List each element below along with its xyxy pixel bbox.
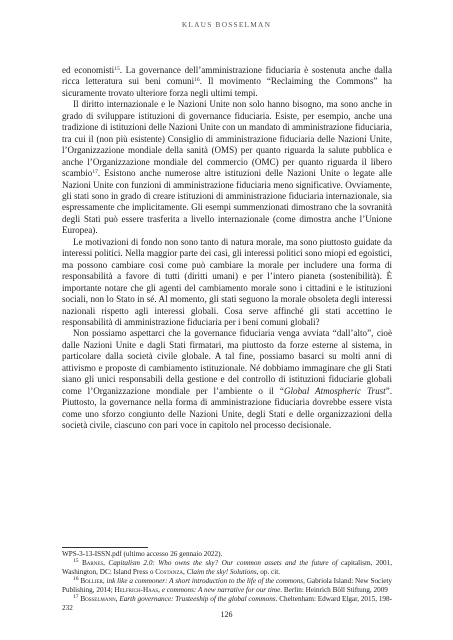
footnote-16-author-1: Bollier bbox=[80, 577, 103, 585]
footnote-16-title-1: ink like a commoner: A short introduction to the life of the commons bbox=[106, 577, 304, 585]
footnote-17-title-1: Earth governance: Trusteeship of the global commons bbox=[119, 595, 276, 603]
page-number: 126 bbox=[220, 610, 233, 619]
footnote-15-author-1: Barnes bbox=[81, 559, 104, 567]
footnote-17-text-1: , bbox=[115, 595, 120, 603]
running-head: KLAUS BOSSELMAN bbox=[181, 20, 272, 29]
paragraph-2-text-a: Il diritto internazionale e le Nazioni Unite non solo hanno bisogno, ma sono anche in grado di sviluppare istituzioni di governance fiduciaria. Esiste, per esempio, anche una tradizione di istituzioni delle Nazioni Unite con un mandato di amministrazione fiduciaria, tra cui il (non più esistente) Consiglio di amministrazione fiduciaria delle Nazioni Unite, l’Organizzazione mondiale della sanità (OMS) per quanto riguarda la salute pubblica e anche l’Organizzazione mondiale del commercio (OMC) per quanto riguarda il libero scambio bbox=[62, 99, 392, 179]
footnote-17-text-2: . Cheltenham: Edward Elgar, 2015, 198-232 bbox=[62, 595, 393, 612]
footnote-15-text-4: , op. cit. bbox=[256, 568, 281, 576]
footnote-ref-15: 15 bbox=[114, 66, 120, 72]
paragraph-2 bbox=[62, 99, 392, 236]
footnote-16-text-1: , bbox=[102, 577, 107, 585]
footnote-16-author-2: Helfrich-Haas bbox=[114, 586, 159, 594]
footnote-15-text-1: , bbox=[103, 559, 109, 567]
paragraph-1-text-b: . La governance dell’amministrazione fiduciaria è sostenuta anche dalla ricca letteratura sui beni comuni bbox=[62, 65, 392, 87]
footnote-15-text-3: , bbox=[183, 568, 187, 576]
footnote-ref-16: 16 bbox=[194, 77, 200, 84]
footnote-15 bbox=[62, 559, 392, 577]
footnote-rule bbox=[62, 547, 148, 548]
footnote-17-number: 17 bbox=[73, 594, 79, 600]
paragraph-1-text-c: . Il movimento “Reclaiming the Commons” ha sicuramente trovato ulteriore forza negli ultimi tempi. bbox=[62, 76, 392, 98]
footnotes bbox=[62, 550, 392, 613]
footnote-16-text-2: , Gabriola Island: New Society Publishing, 2014; bbox=[62, 577, 393, 594]
paragraph-3: Le motivazioni di fondo non sono tanto di natura morale, ma sono piuttosto guidate da interessi politici. Nella maggior parte dei casi, gli interessi politici sono miopi ed egoistici, ma possono cambiare così come può cambiare la morale per includere una forma di responsabilità a favore di tutti (diritti umani) e per l’intero pianeta (sostenibilità). È importante notare che gli agenti del cambiamento morale sono i cittadini e le istituzioni sociali, non lo Stato in sé. Al momento, gli stati seguono la morale obsoleta degli interessi nazionali rispetto agli interessi globali. Cosa serve affinché gli stati accettino le responsabilità di amministrazione fiduciaria per i beni comuni globali? bbox=[62, 236, 392, 327]
footnote-16-number: 16 bbox=[73, 576, 79, 582]
footnote-15-title-1: Capitalism 2.0: Who owns the sky? Our common assets and the future of bbox=[108, 559, 338, 567]
body-text bbox=[62, 65, 392, 432]
footnote-16 bbox=[62, 577, 392, 595]
paragraph-4-text-a: Non possiamo aspettarci che la governance fiduciaria venga avviata “dall’alto”, cioè dalle Nazioni Unite e dagli Stati firmatari, ma piuttosto da forze esterne al sistema, in particolare dalla società civile globale. A tal fine, possiamo basarci su molti anni di attivismo e proposte di cambiamento istituzionale. Né dobbiamo immaginare che gli Stati siano gli unici responsabili della gestione e del controllo di istituzioni fiduciarie globali come l’Organizzazione mondiale per l’ambiente o il “ bbox=[62, 328, 392, 396]
footnote-16-title-2: e commons: A new narrative for our time bbox=[161, 586, 281, 594]
footnote-15-text-2: capitalism, 2001, Washington, DC: Island Press o bbox=[62, 559, 392, 576]
footnote-17-author-1: Bosselmann bbox=[80, 595, 116, 603]
footnote-16-text-3: , bbox=[158, 586, 162, 594]
footnote-15-title-2: Claim the sky! Solutions bbox=[186, 568, 257, 576]
paragraph-2-text-b: . Esistono anche numerose altre istituzioni delle Nazioni Unite o legate alle Nazioni Unite con funzioni di amministrazione fiduciaria meno significative. Ovviamente, gli stati sono in grado di creare istituzioni di amministrazione fiduciaria internazionale, sia espressamente che implicitamente. Gli esempi summenzionati dimostrano che la sovranità degli Stati può essere trasferita a livello internazionale (come dimostra anche l’Unione Europea). bbox=[62, 168, 392, 236]
footnote-continued: WPS-3-13-ISSN.pdf (ultimo accesso 26 gennaio 2022). bbox=[62, 550, 223, 558]
paragraph-4-italic: Global Atmospheric Trust bbox=[283, 385, 386, 396]
paragraph-1-text-a: ed economisti bbox=[62, 65, 115, 75]
paragraph-4 bbox=[62, 328, 392, 431]
footnote-ref-17: 17 bbox=[92, 169, 98, 176]
footnote-15-number: 15 bbox=[73, 558, 79, 564]
footnote-15-author-2: Costanza bbox=[155, 568, 183, 576]
paragraph-1 bbox=[62, 65, 392, 99]
footnote-16-text-4: . Berlin: Heinrich Böll Stiftung, 2009 bbox=[280, 586, 388, 594]
paragraph-4-text-b: ”. Piuttosto, la governance nella forma di amministrazione fiduciaria dovrebbe essere vista come uno sforzo congiunto delle Nazioni Unite, degli Stati e delle organizzazioni della società civile, ciascuno con pari voce in capitolo nel processo decisionale. bbox=[62, 385, 392, 431]
